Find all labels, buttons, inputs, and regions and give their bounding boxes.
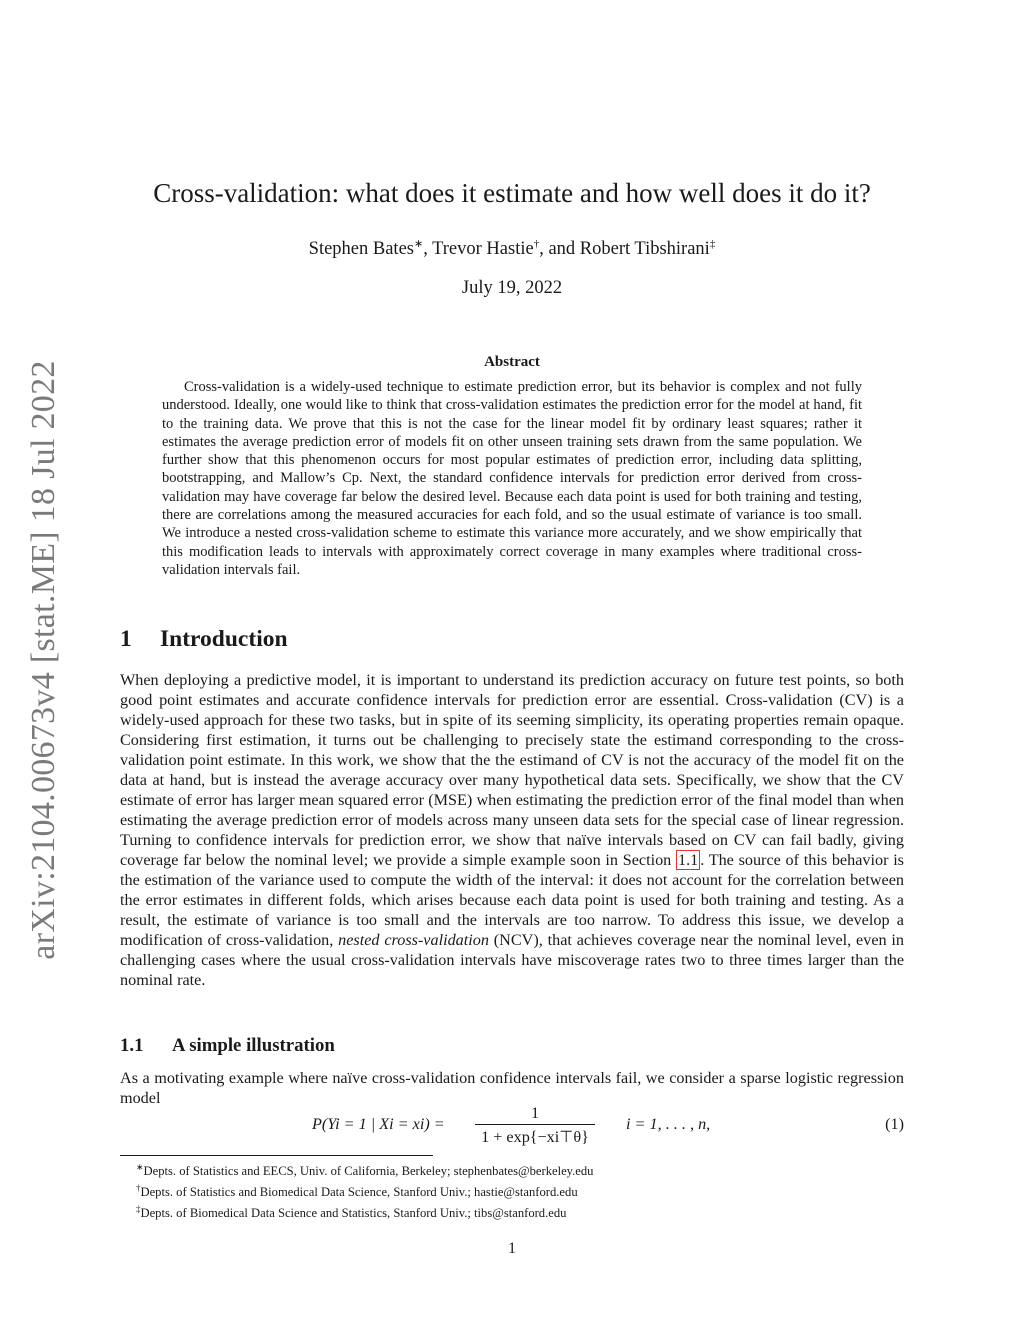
equation-fraction xyxy=(475,1104,595,1147)
equation-block xyxy=(120,1104,904,1150)
footnote-mark[interactable]: ‡ xyxy=(709,238,716,250)
footnote-divider xyxy=(120,1155,433,1156)
intro-text: . The source of this behavior is the estimation of the variance used to compute the width of the interval: it does not account for the correlation between the error estimates in different folds, which arises because each data point is used for both training and testing. As a result, the estimate of variance is too small and the intervals are too narrow. To address this issue, we develop a modification of cross-validation, xyxy=(120,851,904,949)
section-heading xyxy=(120,626,288,653)
emphasized-term: nested cross-validation xyxy=(338,931,489,949)
author-name: Stephen Bates xyxy=(308,239,414,260)
section-title: Introduction xyxy=(160,626,288,652)
author-name: Trevor Hastie xyxy=(432,239,534,260)
equation-denominator: 1 + exp{−xi⊤θ} xyxy=(481,1128,589,1146)
illustration-paragraph: As a motivating example where naïve cross-validation confidence intervals fail, we consider a sparse logistic regression model xyxy=(120,1069,904,1107)
footnote-text: Depts. of Statistics and EECS, Univ. of California, Berkeley; stephenbates@berkeley.edu xyxy=(143,1164,594,1179)
equation-numerator: 1 xyxy=(475,1104,595,1125)
footnote-mark: ‡ xyxy=(136,1204,141,1215)
subsection-number: 1.1 xyxy=(120,1035,144,1056)
abstract-heading: Abstract xyxy=(484,354,540,370)
paper-date: July 19, 2022 xyxy=(461,278,563,298)
footnote-text: Depts. of Biomedical Data Science and Statistics, Stanford Univ.; tibs@stanford.edu xyxy=(140,1206,567,1221)
footnote-item xyxy=(120,1180,904,1201)
footnote-mark: ∗ xyxy=(136,1162,144,1172)
intro-text: When deploying a predictive model, it is important to understand its prediction accuracy on future test points, so both good point estimates and accurate confidence intervals for prediction error are essential. Cross-validation (CV) is a widely-used approach for these two tasks, but in spite of its seeming simplicity, its operating properties remain opaque. Considering first estimation, it turns out be challenging to precisely state the estimand corresponding to the cross-validation point estimate. In this work, we show that the the estimand of CV is not the accuracy of the model fit on the data at hand, but is instead the average accuracy over many hypothetical data sets. Specifically, we show that the CV estimate of error has larger mean squared error (MSE) when estimating the prediction error of the final model than when estimating the average prediction error of models across many unseen data sets for the special case of linear regression. Turning to confidence intervals for prediction error, we show that naïve intervals based on CV can fail badly, giving coverage far below the nominal level; we provide a simple example soon in Section xyxy=(120,671,904,869)
author-list: Stephen Bates∗, Trevor Hastie†, and Robert Tibshirani‡ xyxy=(308,238,716,260)
equation-lhs: P(Yi = 1 | Xi = xi) = xyxy=(312,1115,445,1133)
equation-label: (1) xyxy=(885,1115,904,1133)
section-number: 1 xyxy=(120,626,132,652)
author-name: and Robert Tibshirani xyxy=(548,239,710,260)
footnote-mark[interactable]: † xyxy=(533,238,540,250)
footnote-mark[interactable]: ∗ xyxy=(413,238,424,250)
abstract-body: Cross-validation is a widely-used technique to estimate prediction error, but its behavior is complex and not fully understood. Ideally, one would like to think that cross-validation estimates the prediction error for the model at hand, fit to the training data. We prove that this is not the case for the linear model fit by ordinary least squares; rather it estimates the average prediction error of models fit on other unseen training sets drawn from the same population. We further show that this phenomenon occurs for most popular estimates of prediction error, including data splitting, bootstrapping, and Mallow’s Cp. Next, the standard confidence intervals for prediction error derived from cross-validation may have coverage far below the desired level. Because each data point is used for both training and testing, there are correlations among the measured accuracies for each fold, and so the usual estimate of variance is too small. We introduce a nested cross-validation scheme to estimate this variance more accurately, and we show empirically that this modification leads to intervals with approximately correct coverage in many examples where traditional cross-validation intervals fail. xyxy=(162,379,862,578)
page-number: 1 xyxy=(508,1240,516,1257)
equation-range: i = 1, . . . , n, xyxy=(626,1115,711,1133)
footnote-list xyxy=(120,1159,904,1223)
subsection-heading xyxy=(120,1035,335,1057)
intro-text: (NCV), that achieves coverage near the nominal level, even in challenging cases where the usual cross-validation intervals have miscoverage rates two to three times larger than the nominal rate. xyxy=(120,931,905,989)
introduction-paragraph xyxy=(120,670,904,990)
footnote-item xyxy=(120,1201,904,1222)
footnote-item xyxy=(120,1159,904,1180)
paper-title: Cross-validation: what does it estimate and how well does it do it? xyxy=(153,178,871,208)
subsection-title: A simple illustration xyxy=(172,1035,335,1056)
section-reference-link[interactable]: 1.1 xyxy=(677,851,699,869)
footnote-text: Depts. of Statistics and Biomedical Data Science, Stanford Univ.; hastie@stanford.edu xyxy=(140,1185,578,1200)
arxiv-id[interactable]: arXiv:2104.00673v4 [stat.ME] 18 Jul 2022 xyxy=(25,360,62,960)
footnote-mark: † xyxy=(136,1183,141,1194)
